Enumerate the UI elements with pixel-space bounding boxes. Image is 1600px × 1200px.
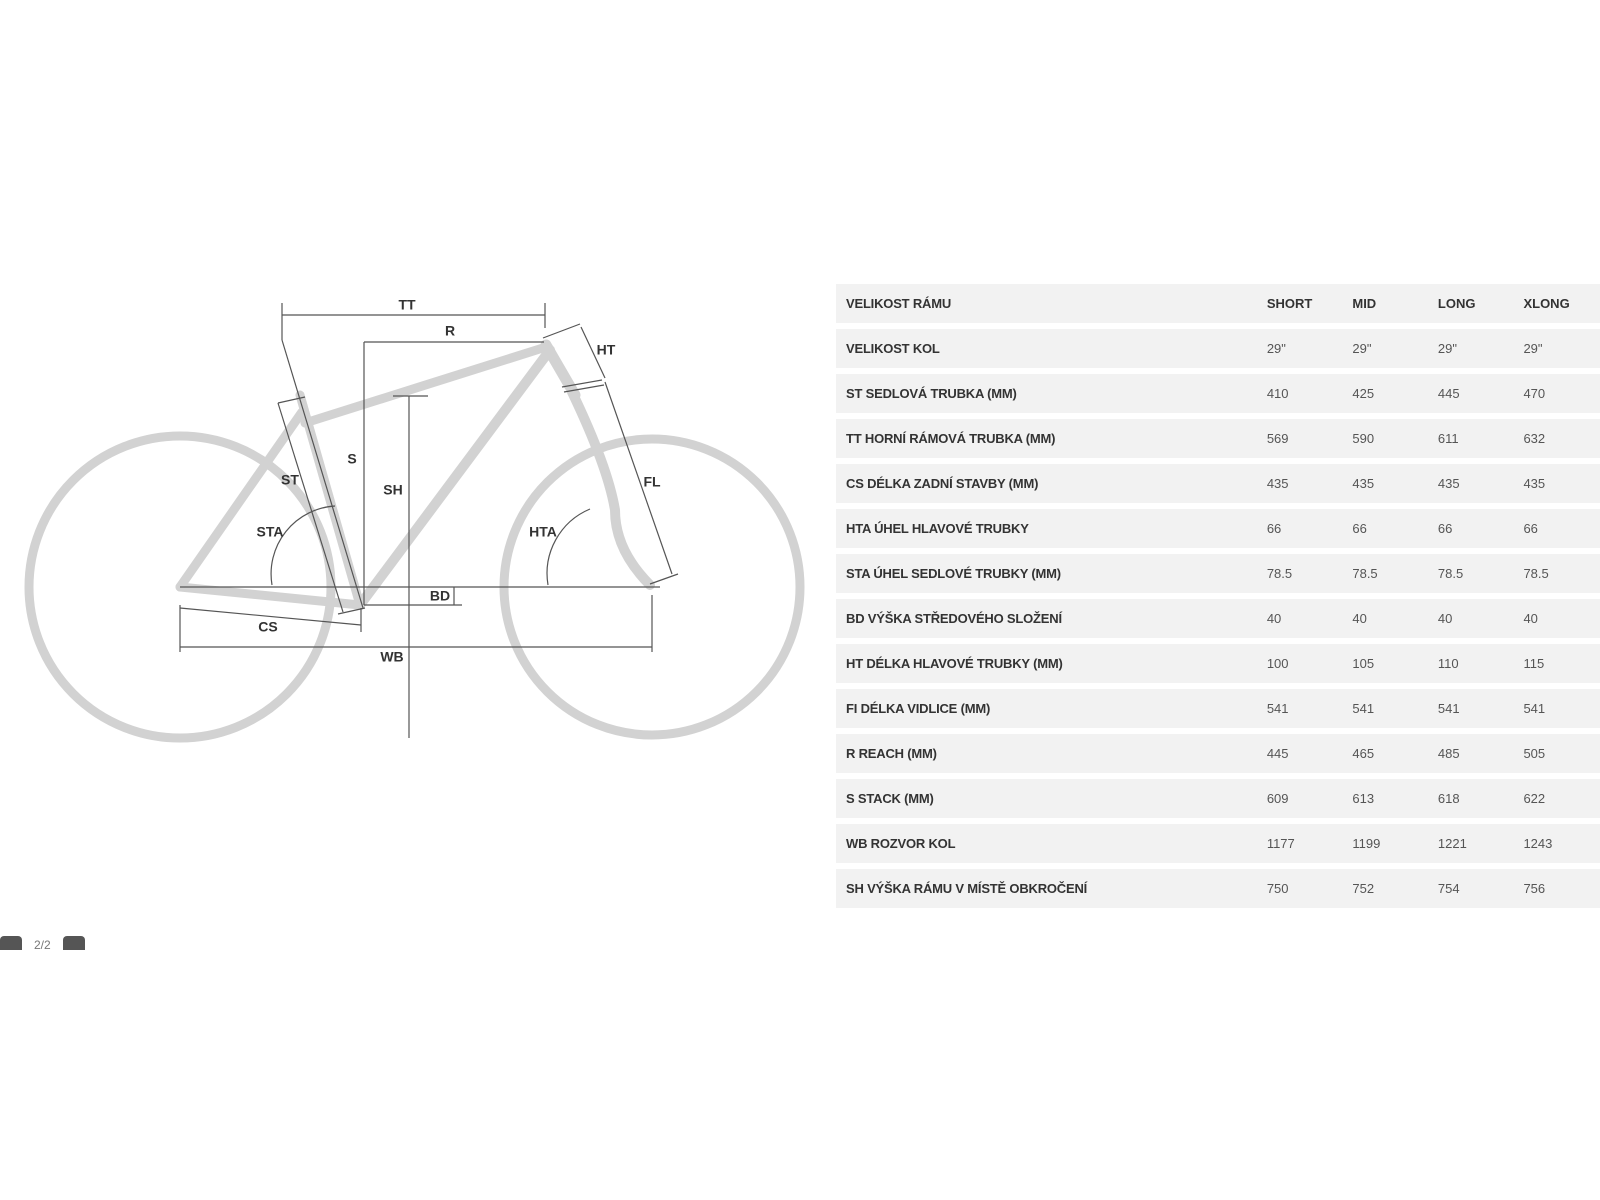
table-row: [836, 374, 1600, 413]
row-value: 613: [1352, 779, 1438, 818]
row-label: VELIKOST RÁMU: [836, 284, 1267, 323]
row-value: 435: [1523, 464, 1600, 503]
row-value: 505: [1523, 734, 1600, 773]
row-value: 756: [1523, 869, 1600, 908]
table-row: [836, 644, 1600, 683]
table-header-row: [836, 284, 1600, 323]
row-value: 1177: [1267, 824, 1353, 863]
row-value: 1199: [1352, 824, 1438, 863]
label-st: ST: [281, 471, 299, 488]
row-value: 445: [1438, 374, 1524, 413]
row-value: 40: [1438, 599, 1524, 638]
row-value: 66: [1352, 509, 1438, 548]
table-row: [836, 554, 1600, 593]
pager-count: 2/2: [34, 938, 51, 950]
row-value: 1243: [1523, 824, 1600, 863]
pager-prev-button[interactable]: [0, 936, 22, 950]
geometry-table: [836, 278, 1600, 914]
table-row: [836, 824, 1600, 863]
label-ht: HT: [596, 341, 616, 358]
row-value: 78.5: [1438, 554, 1524, 593]
row-value: 29": [1352, 329, 1438, 368]
row-value: 1221: [1438, 824, 1524, 863]
bike-geometry-diagram: [0, 270, 820, 750]
row-value: XLONG: [1523, 284, 1600, 323]
table-row: [836, 869, 1600, 908]
row-value: 115: [1523, 644, 1600, 683]
row-label: BD VÝŠKA STŘEDOVÉHO SLOŽENÍ: [836, 599, 1267, 638]
row-value: 569: [1267, 419, 1353, 458]
row-value: 752: [1352, 869, 1438, 908]
table-row: [836, 419, 1600, 458]
row-label: FI DÉLKA VIDLICE (MM): [836, 689, 1267, 728]
table-row: [836, 689, 1600, 728]
row-value: 618: [1438, 779, 1524, 818]
row-value: 110: [1438, 644, 1524, 683]
row-label: VELIKOST KOL: [836, 329, 1267, 368]
row-label: ST SEDLOVÁ TRUBKA (MM): [836, 374, 1267, 413]
row-value: 410: [1267, 374, 1353, 413]
row-label: HTA ÚHEL HLAVOVÉ TRUBKY: [836, 509, 1267, 548]
row-value: 435: [1267, 464, 1353, 503]
row-value: 40: [1267, 599, 1353, 638]
image-pager: [0, 936, 100, 950]
table-row: [836, 509, 1600, 548]
row-value: 750: [1267, 869, 1353, 908]
label-wb: WB: [380, 648, 404, 665]
label-bd: BD: [429, 587, 451, 604]
row-value: 435: [1438, 464, 1524, 503]
row-value: 66: [1267, 509, 1353, 548]
table-row: [836, 599, 1600, 638]
row-label: S STACK (MM): [836, 779, 1267, 818]
row-value: SHORT: [1267, 284, 1353, 323]
row-label: WB ROZVOR KOL: [836, 824, 1267, 863]
row-value: 29": [1523, 329, 1600, 368]
label-tt: TT: [398, 296, 416, 313]
row-value: 29": [1438, 329, 1524, 368]
row-label: STA ÚHEL SEDLOVÉ TRUBKY (MM): [836, 554, 1267, 593]
label-sh: SH: [383, 481, 403, 498]
label-hta: HTA: [529, 523, 557, 540]
row-value: 40: [1352, 599, 1438, 638]
label-cs: CS: [258, 618, 278, 635]
row-value: 78.5: [1267, 554, 1353, 593]
table-row: [836, 329, 1600, 368]
row-value: 754: [1438, 869, 1524, 908]
label-r: R: [444, 322, 456, 339]
table-row: [836, 779, 1600, 818]
pager-next-button[interactable]: [63, 936, 85, 950]
row-value: LONG: [1438, 284, 1524, 323]
row-value: 470: [1523, 374, 1600, 413]
label-fl: FL: [643, 473, 661, 490]
row-value: 590: [1352, 419, 1438, 458]
row-value: 66: [1438, 509, 1524, 548]
row-value: 541: [1438, 689, 1524, 728]
row-label: SH VÝŠKA RÁMU V MÍSTĚ OBKROČENÍ: [836, 869, 1267, 908]
row-value: 611: [1438, 419, 1524, 458]
row-value: 609: [1267, 779, 1353, 818]
row-value: 435: [1352, 464, 1438, 503]
row-label: TT HORNÍ RÁMOVÁ TRUBKA (MM): [836, 419, 1267, 458]
row-value: 78.5: [1523, 554, 1600, 593]
row-value: 632: [1523, 419, 1600, 458]
table-row: [836, 734, 1600, 773]
row-value: 541: [1267, 689, 1353, 728]
row-value: 541: [1523, 689, 1600, 728]
label-s: S: [347, 450, 357, 467]
row-label: R REACH (MM): [836, 734, 1267, 773]
row-value: 485: [1438, 734, 1524, 773]
row-label: HT DÉLKA HLAVOVÉ TRUBKY (MM): [836, 644, 1267, 683]
row-value: 40: [1523, 599, 1600, 638]
geometry-table-body: [836, 284, 1600, 908]
row-value: 100: [1267, 644, 1353, 683]
row-value: 541: [1352, 689, 1438, 728]
row-value: 78.5: [1352, 554, 1438, 593]
row-value: 66: [1523, 509, 1600, 548]
row-value: 29": [1267, 329, 1353, 368]
row-value: 445: [1267, 734, 1353, 773]
row-value: 465: [1352, 734, 1438, 773]
row-value: MID: [1352, 284, 1438, 323]
row-value: 425: [1352, 374, 1438, 413]
label-sta: STA: [256, 523, 284, 540]
row-value: 622: [1523, 779, 1600, 818]
row-label: CS DÉLKA ZADNÍ STAVBY (MM): [836, 464, 1267, 503]
table-row: [836, 464, 1600, 503]
row-value: 105: [1352, 644, 1438, 683]
